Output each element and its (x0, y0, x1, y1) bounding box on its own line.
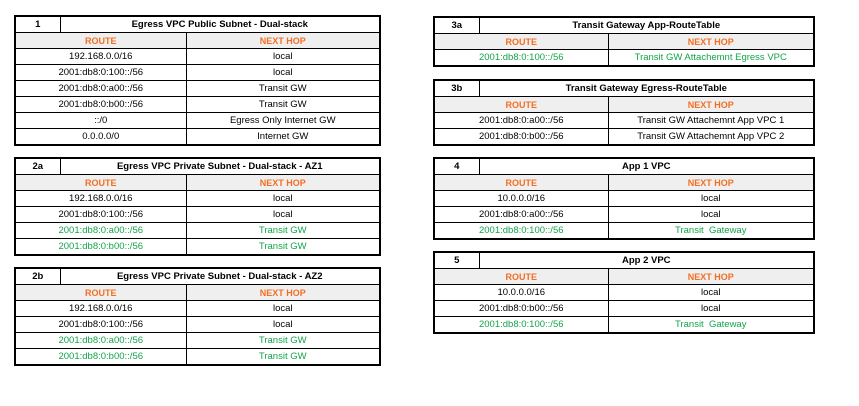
table-row (435, 317, 813, 333)
route-table-3b (433, 79, 815, 146)
table-row (16, 113, 379, 129)
table-row (16, 207, 379, 223)
route-table-1 (14, 15, 381, 146)
table-id: 5 (435, 253, 479, 269)
table-row (16, 333, 379, 349)
table-row (16, 223, 379, 239)
table-title: Transit Gateway App-RouteTable (479, 18, 813, 34)
table-id: 1 (16, 17, 60, 33)
table-title: App 2 VPC (479, 253, 813, 269)
next-hop-cell: local (608, 207, 813, 223)
route-table-4 (433, 157, 815, 240)
next-hop-cell: local (608, 285, 813, 301)
route-cell: 192.168.0.0/16 (16, 49, 186, 65)
route-cell: 2001:db8:0:b00::/56 (435, 129, 608, 145)
next-hop-column-header: NEXT HOP (608, 34, 813, 50)
next-hop-cell: Transit GW (186, 349, 379, 365)
route-cell: 2001:db8:0:100::/56 (435, 317, 608, 333)
route-column-header: ROUTE (435, 175, 608, 191)
next-hop-cell: local (608, 191, 813, 207)
route-cell: 2001:db8:0:100::/56 (16, 207, 186, 223)
next-hop-cell: local (186, 207, 379, 223)
next-hop-column-header: NEXT HOP (186, 175, 379, 191)
table-row (435, 50, 813, 66)
table-row (16, 301, 379, 317)
next-hop-cell: Egress Only Internet GW (186, 113, 379, 129)
next-hop-cell: Transit Gateway (608, 223, 813, 239)
route-cell: 2001:db8:0:b00::/56 (435, 301, 608, 317)
table-title: Egress VPC Private Subnet - Dual-stack - AZ2 (60, 269, 379, 285)
route-cell: 2001:db8:0:100::/56 (435, 50, 608, 66)
route-table-5 (433, 251, 815, 334)
table-title: Egress VPC Private Subnet - Dual-stack - AZ1 (60, 159, 379, 175)
next-hop-cell: local (608, 301, 813, 317)
next-hop-cell: Transit GW (186, 223, 379, 239)
route-column-header: ROUTE (16, 175, 186, 191)
next-hop-column-header: NEXT HOP (608, 269, 813, 285)
route-column-header: ROUTE (16, 285, 186, 301)
table-id: 2a (16, 159, 60, 175)
table-row (435, 285, 813, 301)
route-cell: 2001:db8:0:a00::/56 (435, 207, 608, 223)
table-id: 2b (16, 269, 60, 285)
table-title: Transit Gateway Egress-RouteTable (479, 81, 813, 97)
route-cell: 10.0.0.0/16 (435, 285, 608, 301)
table-row (16, 97, 379, 113)
next-hop-cell: Transit GW Attachemnt Egress VPC (608, 50, 813, 66)
route-cell: 2001:db8:0:b00::/56 (16, 239, 186, 255)
table-row (16, 129, 379, 145)
route-table-2b (14, 267, 381, 366)
route-cell: 2001:db8:0:b00::/56 (16, 97, 186, 113)
next-hop-cell: Transit GW Attachemnt App VPC 2 (608, 129, 813, 145)
next-hop-cell: Transit Gateway (608, 317, 813, 333)
table-title: App 1 VPC (479, 159, 813, 175)
route-column-header: ROUTE (435, 34, 608, 50)
table-row (435, 129, 813, 145)
table-id: 3a (435, 18, 479, 34)
next-hop-cell: Transit GW Attachemnt App VPC 1 (608, 113, 813, 129)
table-row (16, 239, 379, 255)
table-row (435, 191, 813, 207)
next-hop-cell: local (186, 301, 379, 317)
route-cell: 192.168.0.0/16 (16, 191, 186, 207)
route-cell: 10.0.0.0/16 (435, 191, 608, 207)
next-hop-cell: local (186, 49, 379, 65)
next-hop-cell: local (186, 65, 379, 81)
next-hop-cell: local (186, 317, 379, 333)
route-column-header: ROUTE (16, 33, 186, 49)
route-cell: 2001:db8:0:a00::/56 (435, 113, 608, 129)
table-title: Egress VPC Public Subnet - Dual-stack (60, 17, 379, 33)
next-hop-cell: Internet GW (186, 129, 379, 145)
next-hop-cell: Transit GW (186, 239, 379, 255)
route-cell: 2001:db8:0:100::/56 (16, 65, 186, 81)
route-column-header: ROUTE (435, 269, 608, 285)
table-row (16, 191, 379, 207)
table-row (435, 113, 813, 129)
table-row (16, 65, 379, 81)
next-hop-column-header: NEXT HOP (186, 33, 379, 49)
next-hop-cell: Transit GW (186, 81, 379, 97)
next-hop-column-header: NEXT HOP (608, 175, 813, 191)
table-row (16, 49, 379, 65)
next-hop-column-header: NEXT HOP (186, 285, 379, 301)
next-hop-cell: Transit GW (186, 333, 379, 349)
route-cell: ::/0 (16, 113, 186, 129)
table-row (435, 301, 813, 317)
route-cell: 2001:db8:0:a00::/56 (16, 223, 186, 239)
route-cell: 2001:db8:0:a00::/56 (16, 333, 186, 349)
next-hop-column-header: NEXT HOP (608, 97, 813, 113)
table-row (435, 223, 813, 239)
route-cell: 192.168.0.0/16 (16, 301, 186, 317)
table-row (435, 207, 813, 223)
route-cell: 2001:db8:0:b00::/56 (16, 349, 186, 365)
table-id: 3b (435, 81, 479, 97)
table-row (16, 81, 379, 97)
next-hop-cell: Transit GW (186, 97, 379, 113)
route-table-3a (433, 16, 815, 67)
route-cell: 0.0.0.0/0 (16, 129, 186, 145)
route-column-header: ROUTE (435, 97, 608, 113)
next-hop-cell: local (186, 191, 379, 207)
route-table-2a (14, 157, 381, 256)
route-cell: 2001:db8:0:a00::/56 (16, 81, 186, 97)
table-id: 4 (435, 159, 479, 175)
table-row (16, 349, 379, 365)
route-cell: 2001:db8:0:100::/56 (16, 317, 186, 333)
table-row (16, 317, 379, 333)
route-cell: 2001:db8:0:100::/56 (435, 223, 608, 239)
